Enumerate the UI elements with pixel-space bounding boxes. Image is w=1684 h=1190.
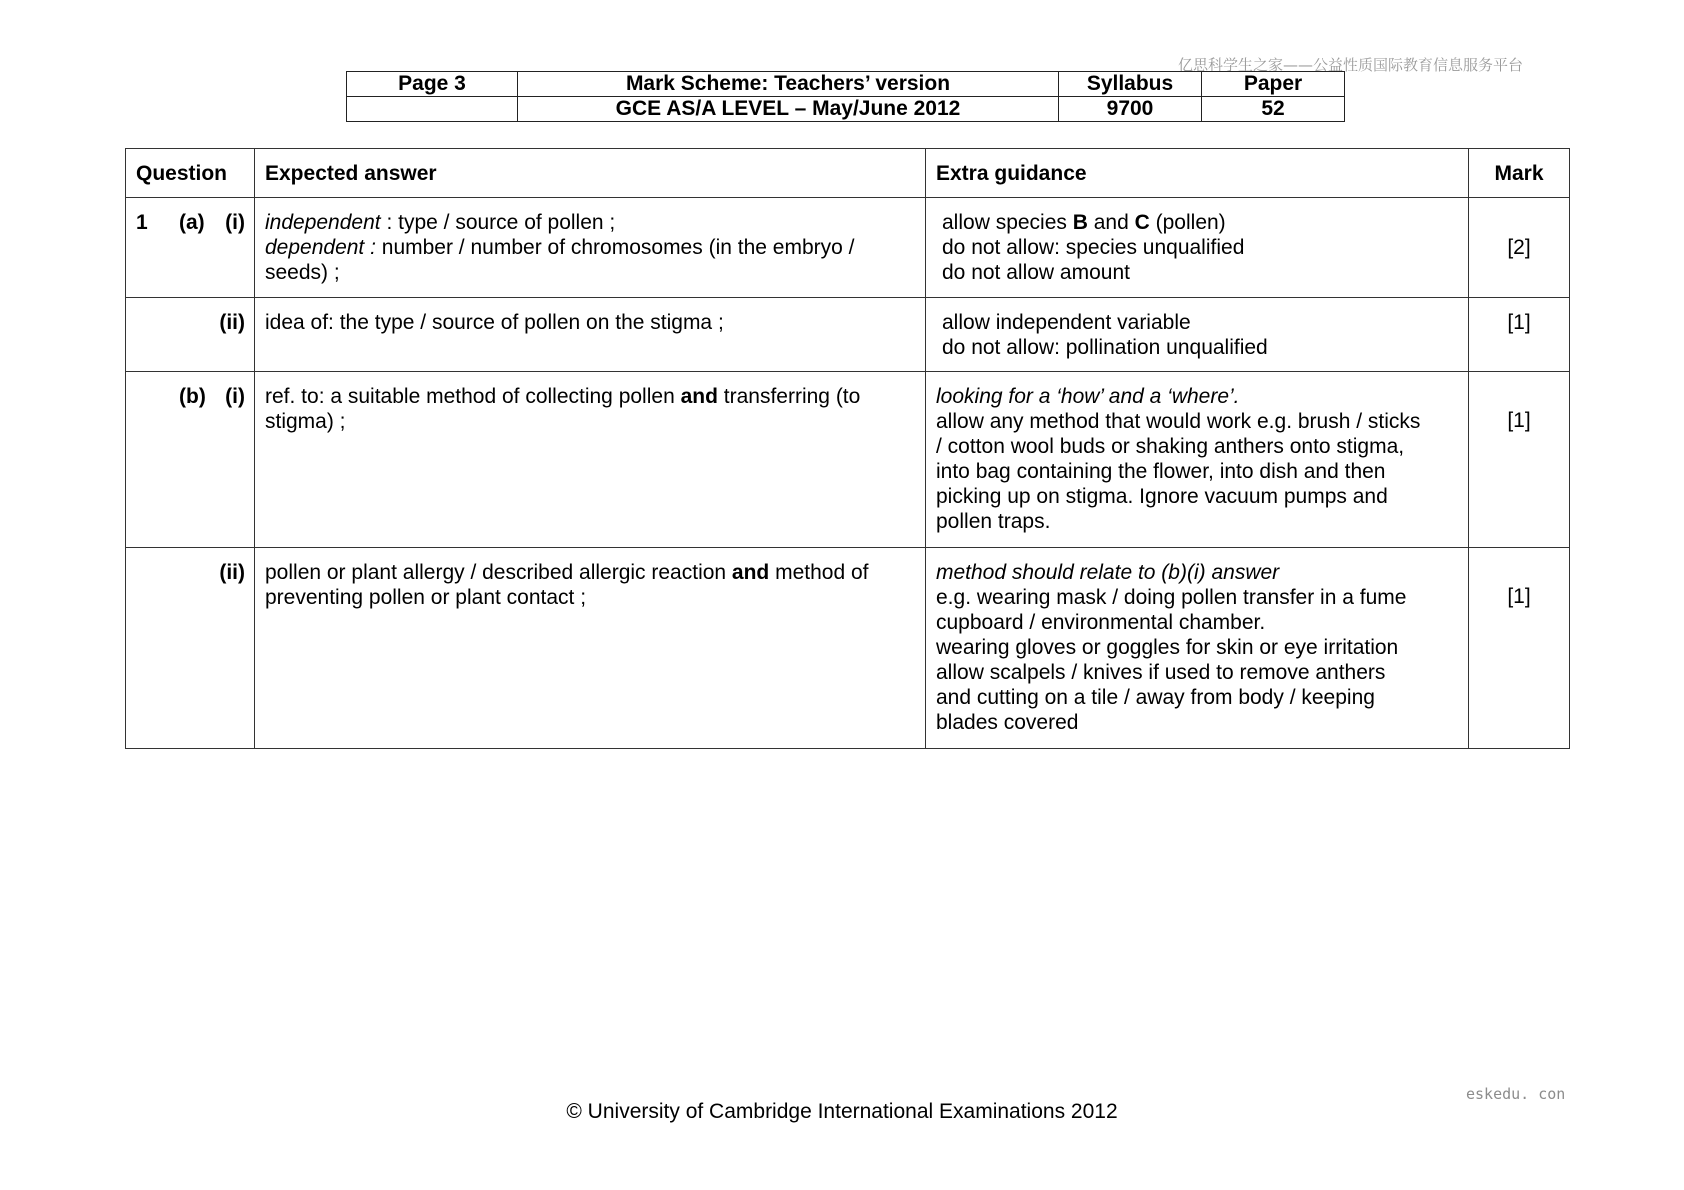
answer-text: seeds) ; [265,261,340,284]
guidance-cell [926,548,1469,749]
guidance-text: / cotton wool buds or shaking anthers onto stigma, [936,435,1405,458]
guidance-cell [926,372,1469,548]
table-header-row [126,149,1570,198]
guidance-text: allow any method that would work e.g. brush / sticks [936,410,1421,433]
table-row [126,372,1570,548]
answer-text: preventing pollen or plant contact ; [265,586,587,609]
question-sub: (i) [225,385,245,408]
answer-bold: and [731,561,770,584]
watermark-bottom: eskedu. con [1466,1085,1566,1103]
guidance-text: pollen traps. [936,510,1051,533]
question-part: (b) [179,385,206,408]
header-paper: 52 [1202,97,1345,122]
answer-text: number / number of chromosomes (in the embryo / [375,236,855,259]
table-row [126,198,1570,298]
guidance-text: do not allow amount [942,261,1130,284]
guidance-text: blades covered [936,711,1079,734]
answer-bold: and [680,385,718,408]
column-question: Question [126,149,255,198]
answer-text: pollen or plant allergy / described allergic reaction [265,561,732,584]
answer-text: transferring (to [717,385,861,408]
question-sub: (i) [225,211,245,234]
mark-cell: [2] [1469,198,1570,298]
answer-term: dependent : [265,236,376,259]
expected-answer-cell [255,298,926,372]
question-sub: (ii) [219,311,245,334]
answer-text: ref. to: a suitable method of collecting pollen [265,385,681,408]
mark-cell: [1] [1469,298,1570,372]
watermark-top: 亿思科学生之家——公益性质国际教育信息服务平台 [1178,56,1524,74]
answer-text: : type / source of pollen ; [380,211,616,234]
question-sub: (ii) [219,561,245,584]
guidance-text: wearing gloves or goggles for skin or eye irritation [936,636,1399,659]
answer-text: method of [769,561,869,584]
question-cell [126,198,255,298]
copyright-footer: © University of Cambridge International Examinations 2012 [566,1100,1118,1123]
answer-text: idea of: the type / source of pollen on the stigma ; [265,311,724,334]
guidance-text: cupboard / environmental chamber. [936,611,1266,634]
guidance-italic: method should relate to (b)(i) answer [936,561,1280,584]
guidance-text: do not allow: pollination unqualified [942,336,1268,359]
guidance-text: allow independent variable [942,311,1191,334]
guidance-text: allow scalpels / knives if used to remove anthers [936,661,1386,684]
header-paper-label: Paper [1202,72,1345,97]
guidance-text: and [1087,211,1135,234]
table-row [126,548,1570,749]
answer-text: stigma) ; [265,410,346,433]
guidance-text: do not allow: species unqualified [942,236,1245,259]
expected-answer-cell [255,198,926,298]
question-cell [126,372,255,548]
column-mark: Mark [1469,149,1570,198]
guidance-text: and cutting on a tile / away from body / keeping [936,686,1375,709]
header-empty-cell [347,97,518,122]
column-guidance: Extra guidance [926,149,1469,198]
header-table [346,71,1345,122]
header-subtitle: GCE AS/A LEVEL – May/June 2012 [518,97,1059,122]
expected-answer-cell [255,548,926,749]
header-title: Mark Scheme: Teachers’ version [518,72,1059,97]
question-cell [126,298,255,372]
guidance-text: e.g. wearing mask / doing pollen transfer in a fume [936,586,1407,609]
header-syllabus: 9700 [1059,97,1202,122]
header-page: Page 3 [347,72,518,97]
guidance-cell [926,298,1469,372]
header-syllabus-label: Syllabus [1059,72,1202,97]
answer-term: independent [265,211,381,234]
question-part: (a) [179,211,205,234]
question-cell [126,548,255,749]
guidance-text: picking up on stigma. Ignore vacuum pumps and [936,485,1388,508]
mark-scheme-table [125,148,1570,749]
expected-answer-cell [255,372,926,548]
column-expected: Expected answer [255,149,926,198]
question-number: 1 [136,211,148,234]
mark-cell: [1] [1469,372,1570,548]
table-row [126,298,1570,372]
guidance-bold: C [1134,211,1150,234]
mark-cell: [1] [1469,548,1570,749]
guidance-cell [926,198,1469,298]
guidance-text: into bag containing the flower, into dish and then [936,460,1386,483]
guidance-text: allow species [942,211,1073,234]
guidance-text: (pollen) [1149,211,1226,234]
guidance-italic: looking for a ‘how’ and a ‘where’. [936,385,1240,408]
guidance-bold: B [1072,211,1088,234]
